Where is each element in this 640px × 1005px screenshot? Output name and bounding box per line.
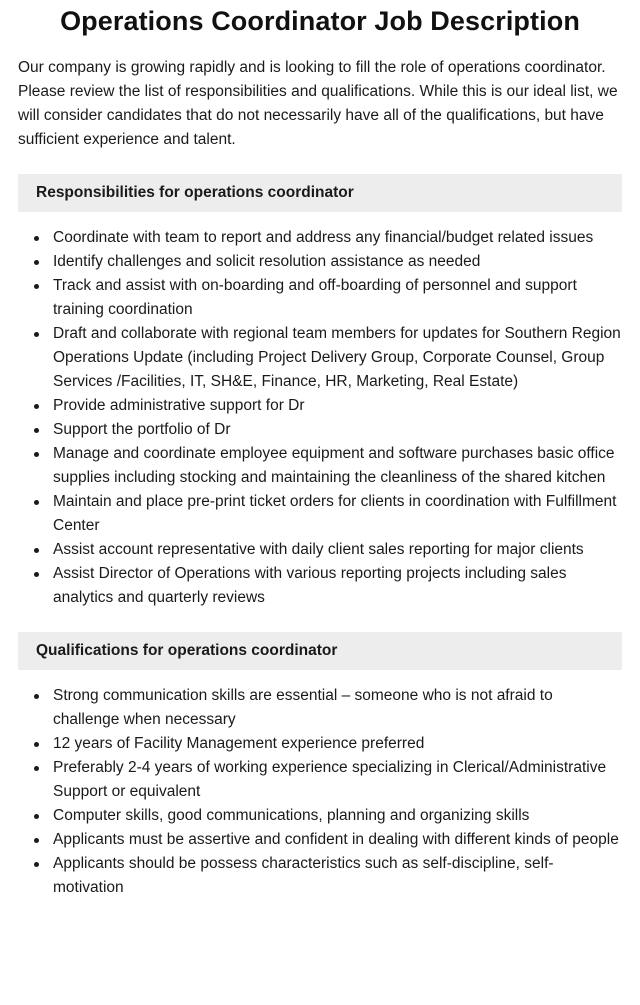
list-item — [53, 442, 622, 490]
list-item — [53, 538, 622, 562]
list-item — [53, 756, 622, 804]
list-item-text: Track and assist with on-boarding and off-boarding of personnel and support training coordination — [53, 277, 577, 318]
list-item-text: Computer skills, good communications, planning and organizing skills — [53, 807, 530, 824]
bullet-icon — [34, 766, 39, 771]
responsibilities-list — [18, 226, 622, 610]
list-item — [53, 732, 622, 756]
bullet-icon — [34, 838, 39, 843]
bullet-icon — [34, 694, 39, 699]
list-item-text: Maintain and place pre-print ticket orders for clients in coordination with Fulfillment Center — [53, 493, 617, 534]
bullet-icon — [34, 452, 39, 457]
bullet-icon — [34, 814, 39, 819]
bullet-icon — [34, 572, 39, 577]
bullet-icon — [34, 548, 39, 553]
list-item-text: Manage and coordinate employee equipment and software purchases basic office supplies including stocking and maintaining the cleanliness of the shared kitchen — [53, 445, 615, 486]
bullet-icon — [34, 500, 39, 505]
list-item-text: Provide administrative support for Dr — [53, 397, 305, 414]
bullet-icon — [34, 404, 39, 409]
list-item-text: Applicants should be possess characteristics such as self-discipline, self-motivation — [53, 855, 554, 896]
list-item-text: Strong communication skills are essential – someone who is not afraid to challenge when necessary — [53, 687, 553, 728]
list-item — [53, 418, 622, 442]
list-item-text: Assist Director of Operations with various reporting projects including sales analytics and quarterly reviews — [53, 565, 567, 606]
list-item — [53, 490, 622, 538]
list-item-text: Applicants must be assertive and confident in dealing with different kinds of people — [53, 831, 619, 848]
list-item — [53, 250, 622, 274]
bullet-icon — [34, 742, 39, 747]
list-item — [53, 226, 622, 250]
list-item-text: Assist account representative with daily client sales reporting for major clients — [53, 541, 584, 558]
bullet-icon — [34, 260, 39, 265]
responsibilities-heading: Responsibilities for operations coordinator — [18, 174, 622, 212]
list-item-text: Coordinate with team to report and address any financial/budget related issues — [53, 229, 594, 246]
list-item — [53, 828, 622, 852]
list-item-text: Preferably 2-4 years of working experience specializing in Clerical/Administrative Support or equivalent — [53, 759, 607, 800]
qualifications-list — [18, 684, 622, 900]
bullet-icon — [34, 236, 39, 241]
list-item-text: Support the portfolio of Dr — [53, 421, 231, 438]
bullet-icon — [34, 284, 39, 289]
list-item — [53, 684, 622, 732]
bullet-icon — [34, 862, 39, 867]
qualifications-heading: Qualifications for operations coordinator — [18, 632, 622, 670]
list-item-text: Identify challenges and solicit resolution assistance as needed — [53, 253, 481, 270]
bullet-icon — [34, 428, 39, 433]
list-item — [53, 274, 622, 322]
list-item — [53, 852, 622, 900]
list-item — [53, 804, 622, 828]
page-title: Operations Coordinator Job Description — [60, 6, 580, 36]
list-item-text: 12 years of Facility Management experience preferred — [53, 735, 425, 752]
intro-paragraph: Our company is growing rapidly and is looking to fill the role of operations coordinator. Please review the list of responsibilities and qualifications. While this is our ideal list, we will consider candidates that do not necessarily have all of the qualifications, but have sufficient experience and talent. — [18, 59, 618, 148]
bullet-icon — [34, 332, 39, 337]
list-item-text: Draft and collaborate with regional team members for updates for Southern Region Operations Update (including Project Delivery Group, Corporate Counsel, Group Services /Facilities, IT, SH&E, Finance, HR, Marketing, Real Estate) — [53, 325, 621, 390]
list-item — [53, 562, 622, 610]
list-item — [53, 322, 622, 394]
list-item — [53, 394, 622, 418]
